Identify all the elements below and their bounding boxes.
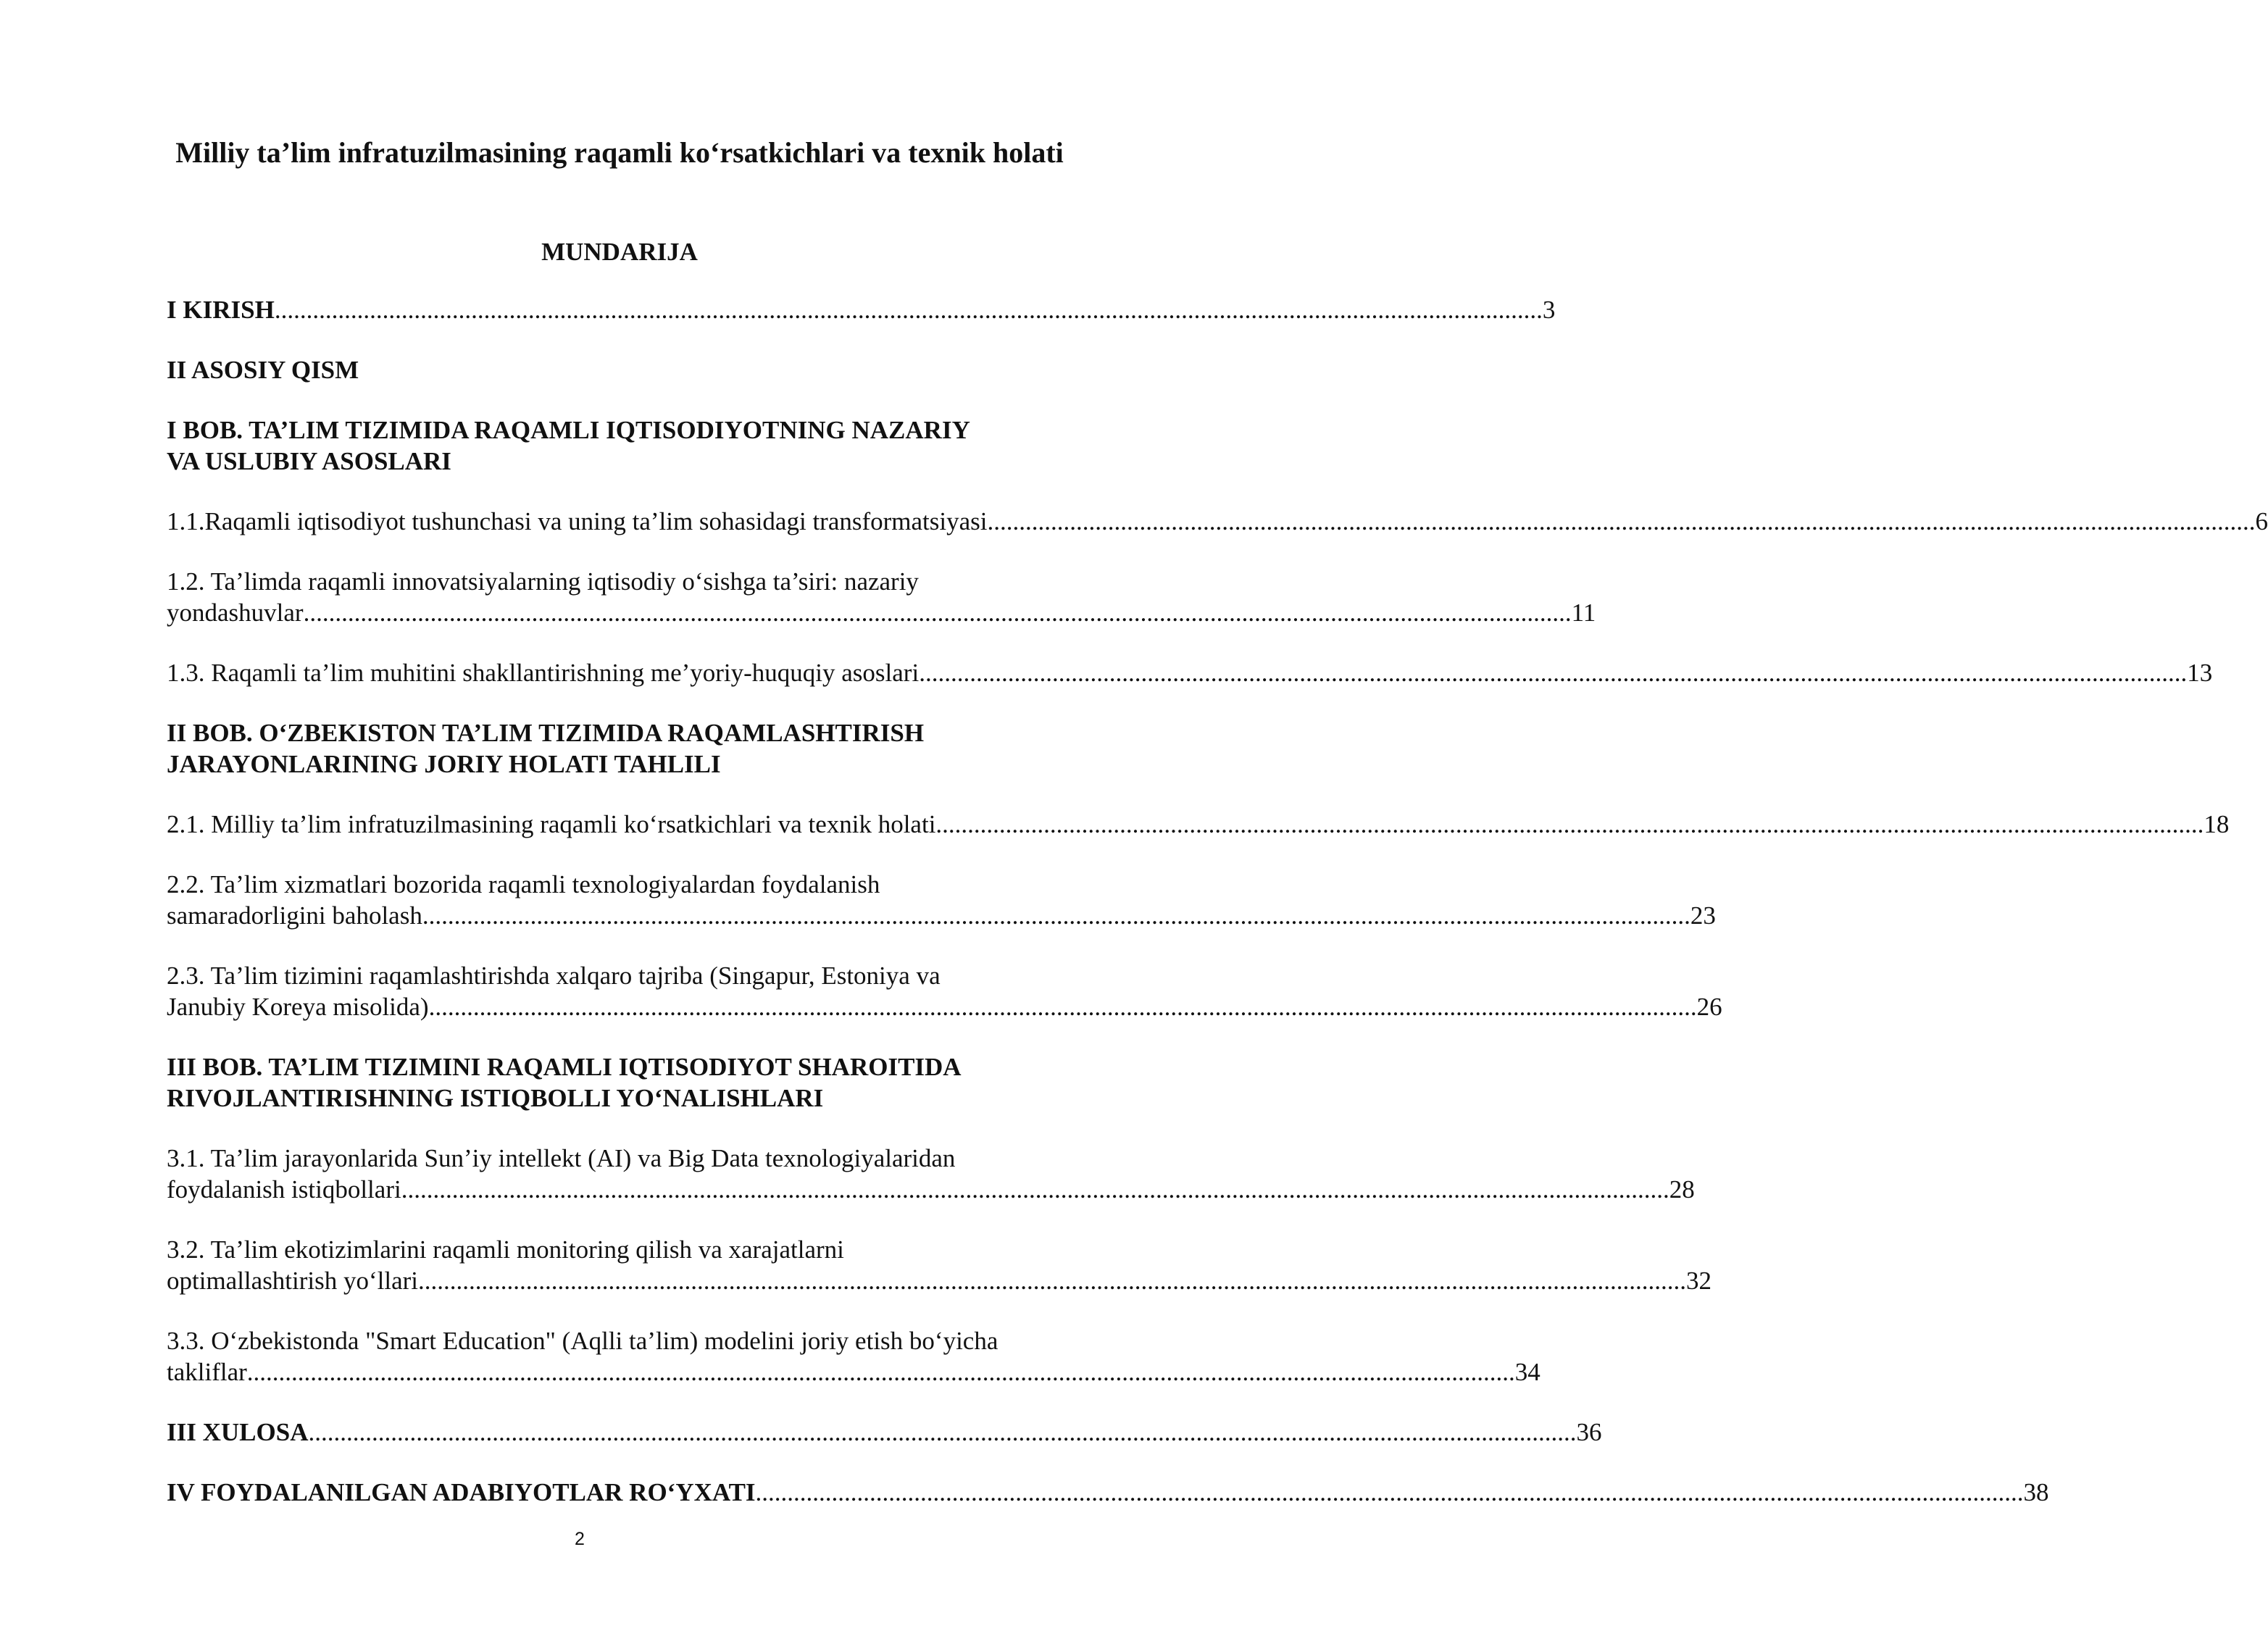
toc-entry [167,566,1596,628]
toc-entry [167,1051,1075,1114]
toc-entry-text: I BOB. TA’LIM TIZIMIDA RAQAMLI IQTISODIYOTNING NAZARIY [167,416,970,444]
toc-entry-text: 1.3. Raqamli ta’lim muhitini shakllantirishning me’yoriy-huquqiy asoslari [167,659,920,687]
toc-entry-text: III BOB. TA’LIM TIZIMINI RAQAMLI IQTISODIYOT SHAROITIDA [167,1053,962,1081]
table-of-contents [167,294,2268,1537]
dot-leader: ........................................................................................................................................................................................................ [919,659,2188,687]
toc-entry-text: 3.2. Ta’lim ekotizimlarini raqamli monitoring qilish va xarajatlarni [167,1235,844,1264]
dot-leader: ........................................................................................................................................................................................................ [422,901,1690,930]
toc-entry-page: 28 [1669,1175,1695,1204]
toc-entry-text: VA USLUBIY ASOSLARI [167,447,451,475]
dot-leader: ........................................................................................................................................................................................................ [303,599,1572,627]
toc-entry-text: 2.1. Milliy ta’lim infratuzilmasining raqamli ko‘rsatkichlari va texnik holati [167,810,936,838]
toc-entry-text: RIVOJLANTIRISHNING ISTIQBOLLI YO‘NALISHLARI [167,1084,824,1112]
toc-entry-page: 11 [1571,599,1596,627]
toc-entry [167,414,1075,477]
toc-entry-text: yondashuvlar [167,599,304,627]
toc-entry-text: IV FOYDALANILGAN ADABIYOTLAR RO‘YXATI [167,1478,756,1506]
toc-entry [167,1143,1695,1205]
toc-entry-line [167,1265,1712,1296]
toc-entry-text: I KIRISH [167,296,275,324]
toc-entry-page: 23 [1690,901,1716,930]
toc-entry-text: II ASOSIY QISM [167,356,359,384]
toc-entry-text: 2.3. Ta’lim tizimini raqamlashtirishda xalqaro tajriba (Singapur, Estoniya va [167,962,941,990]
toc-entry [167,809,2230,840]
toc-entry-line [167,657,2213,688]
toc-entry-line [167,1477,2049,1508]
toc-entry-line [167,991,1722,1022]
toc-entry [167,294,1556,325]
toc-entry-text: JARAYONLARINING JORIY HOLATI TAHLILI [167,750,721,778]
toc-entry [167,1417,1602,1448]
toc-entry [167,1234,1712,1296]
toc-entry-line [167,900,1716,931]
toc-entry-text: 2.2. Ta’lim xizmatlari bozorida raqamli texnologiyalardan foydalanish [167,870,880,898]
toc-entry [167,506,2268,537]
toc-entry-page: 6 [2255,507,2268,535]
dot-leader: ........................................................................................................................................................................................................ [401,1175,1669,1204]
toc-entry-page: 34 [1514,1358,1541,1386]
toc-entry-page: 18 [2204,810,2230,838]
toc-entry-text: samaradorligini baholash [167,901,422,930]
dot-leader: ........................................................................................................................................................................................................ [418,1267,1687,1295]
toc-entry-text: Janubiy Koreya misolida) [167,993,429,1021]
toc-entry-text: II BOB. O‘ZBEKISTON TA’LIM TIZIMIDA RAQAMLASHTIRISH [167,719,925,747]
toc-entry-line [167,1356,1541,1388]
toc-entry [167,869,1716,931]
toc-entry-page: 13 [2187,659,2213,687]
dot-leader: ........................................................................................................................................................................................................ [987,507,2256,535]
toc-entry-line [167,1174,1695,1205]
toc-entry-text: 1.1.Raqamli iqtisodiyot tushunchasi va uning ta’lim sohasidagi transformatsiyasi [167,507,988,535]
document-title: Milliy ta’lim infratuzilmasining raqamli ko‘rsatkichlari va texnik holati [175,136,1064,169]
toc-entry-text: takliflar [167,1358,247,1386]
toc-heading: MUNDARIJA [541,238,698,266]
dot-leader: ........................................................................................................................................................................................................ [428,993,1697,1021]
dot-leader: ........................................................................................................................................................................................................ [274,296,1543,324]
toc-entry-page: 38 [2023,1478,2049,1506]
dot-leader: ........................................................................................................................................................................................................ [308,1418,1577,1446]
toc-entry-text: optimallashtirish yo‘llari [167,1267,419,1295]
dot-leader: ........................................................................................................................................................................................................ [246,1358,1515,1386]
toc-entry [167,657,2213,688]
toc-entry-line [167,809,2230,840]
toc-entry-page: 26 [1696,993,1722,1021]
toc-entry-text: 1.2. Ta’limda raqamli innovatsiyalarning iqtisodiy o‘sishga ta’siri: nazariy [167,567,919,596]
toc-entry-page: 3 [1542,296,1556,324]
toc-entry [167,1325,1541,1388]
dot-leader: ........................................................................................................................................................................................................ [935,810,2204,838]
toc-entry-page: 36 [1576,1418,1602,1446]
toc-entry-line [167,506,2268,537]
toc-entry [167,960,1722,1022]
toc-entry-line [167,1417,1602,1448]
toc-entry-line [167,597,1596,628]
toc-entry-page: 32 [1686,1267,1712,1295]
toc-entry-text: 3.1. Ta’lim jarayonlarida Sun’iy intellekt (AI) va Big Data texnologiyalaridan [167,1144,956,1172]
toc-entry-text: 3.3. O‘zbekistonda "Smart Education" (Aqlli ta’lim) modelini joriy etish bo‘yicha [167,1327,998,1355]
toc-entry [167,1477,2049,1508]
toc-entry-line [167,294,1556,325]
dot-leader: ........................................................................................................................................................................................................ [755,1478,2024,1506]
toc-entry [167,354,1075,385]
toc-entry-text: III XULOSA [167,1418,309,1446]
page-number: 2 [575,1529,585,1549]
toc-entry-text: foydalanish istiqbollari [167,1175,401,1204]
toc-entry [167,717,1075,780]
